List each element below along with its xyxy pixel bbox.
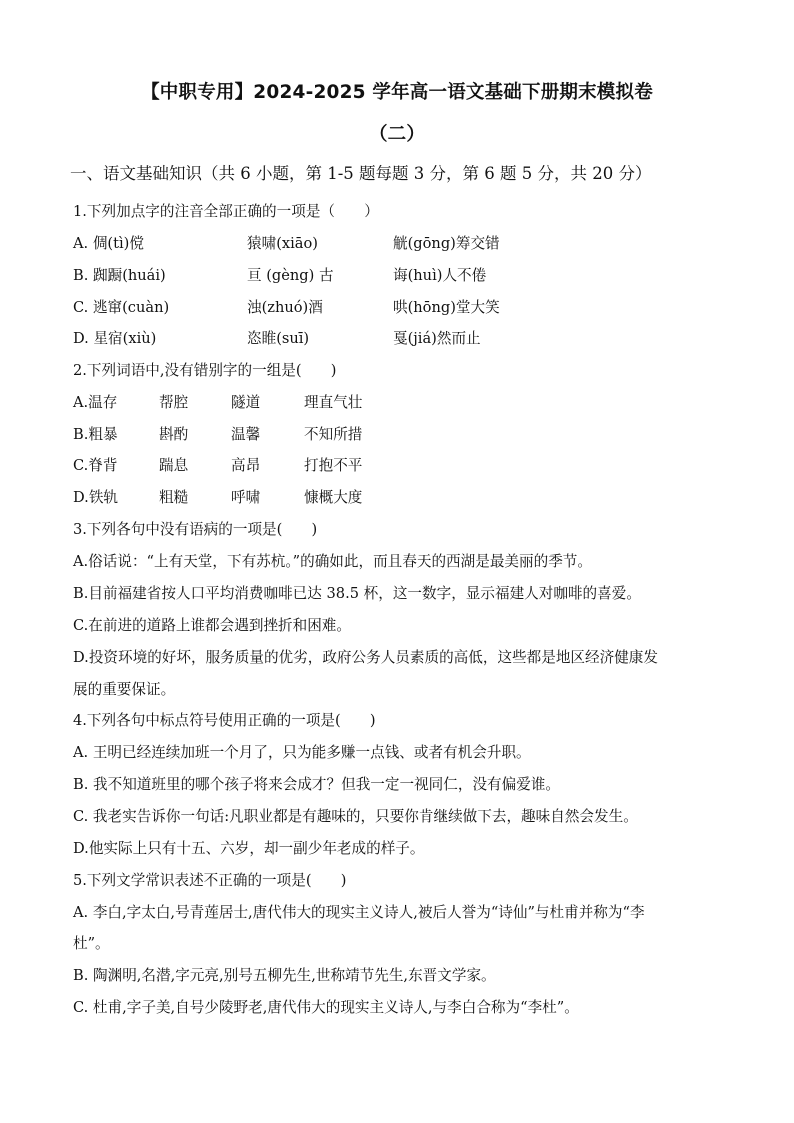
q1-option-c-item-1: C. 逃窜(cuàn) <box>73 299 170 316</box>
q3-option-b: B.目前福建省按人口平均消费咖啡已达 38.5 杯，这一数字，显示福建人对咖啡的喜爱。 <box>73 585 641 602</box>
question-1-stem: 1.下列加点字的注音全部正确的一项是（ ） <box>73 203 379 220</box>
q2-option-b-word-3: 温馨 <box>231 426 261 443</box>
q2-option-a-word-1: A.温存 <box>73 394 118 411</box>
q1-option-b-item-1: B. 踟蹰(huái) <box>73 267 166 284</box>
q1-option-a-item-3: 觥(gōng)筹交错 <box>393 235 500 252</box>
q2-option-c-word-4: 打抱不平 <box>304 457 363 474</box>
q1-option-b-item-3: 诲(huì)人不倦 <box>393 267 487 284</box>
question-2-stem: 2.下列词语中,没有错别字的一组是( ) <box>73 362 337 379</box>
q2-option-d-word-3: 呼啸 <box>231 489 261 506</box>
q1-option-a-item-1: A. 倜(tì)傥 <box>73 235 144 252</box>
question-3-stem: 3.下列各句中没有语病的一项是( ) <box>73 521 318 538</box>
q1-option-c-item-2: 浊(zhuó)酒 <box>247 299 323 316</box>
q2-option-c-word-1: C.脊背 <box>73 457 118 474</box>
q3-option-a: A.俗话说：“上有天堂，下有苏杭。”的确如此，而且春天的西湖是最美丽的季节。 <box>73 553 592 570</box>
q1-option-d-item-3: 戛(jiá)然而止 <box>393 330 481 347</box>
question-4-stem: 4.下列各句中标点符号使用正确的一项是( ) <box>73 712 376 729</box>
q5-option-a-continued: 杜”。 <box>73 935 110 952</box>
q4-option-b: B. 我不知道班里的哪个孩子将来会成才？但我一定一视同仁，没有偏爱谁。 <box>73 776 561 793</box>
q2-option-c-word-3: 高昂 <box>231 457 261 474</box>
q2-option-d-word-1: D.铁轨 <box>73 489 119 506</box>
q5-option-b: B. 陶渊明,名潜,字元亮,别号五柳先生,世称靖节先生,东晋文学家。 <box>73 967 496 984</box>
q2-option-d-word-4: 慷概大度 <box>304 489 363 506</box>
exam-subtitle: （二） <box>368 124 426 145</box>
q2-option-a-word-2: 帮腔 <box>159 394 189 411</box>
q5-option-a: A. 李白,字太白,号青莲居士,唐代伟大的现实主义诗人,被后人誉为“诗仙”与杜甫并称为“李 <box>73 904 645 921</box>
q1-option-a-item-2: 猿啸(xiāo) <box>247 235 318 252</box>
q3-option-d-continued: 展的重要保证。 <box>73 681 176 698</box>
q2-option-a-word-3: 隧道 <box>231 394 261 411</box>
q2-option-d-word-2: 粗糙 <box>159 489 189 506</box>
q4-option-a: A. 王明已经连续加班一个月了，只为能多赚一点钱、或者有机会升职。 <box>73 744 531 761</box>
q1-option-d-item-1: D. 星宿(xiù) <box>73 330 157 347</box>
section-heading: 一、语文基础知识（共 6 小题，第 1-5 题每题 3 分，第 6 题 5 分，共 20 分） <box>70 164 652 183</box>
q1-option-d-item-2: 恣睢(suī) <box>247 330 310 347</box>
q4-option-d: D.他实际上只有十五、六岁，却一副少年老成的样子。 <box>73 840 425 857</box>
q2-option-b-word-1: B.粗暴 <box>73 426 118 443</box>
q2-option-b-word-4: 不知所措 <box>304 426 363 443</box>
q4-option-c: C. 我老实告诉你一句话:凡职业都是有趣味的，只要你肯继续做下去，趣味自然会发生。 <box>73 808 638 825</box>
exam-title: 【中职专用】2024-2025 学年高一语文基础下册期末模拟卷 <box>141 82 653 103</box>
q3-option-c: C.在前进的道路上谁都会遇到挫折和困难。 <box>73 617 351 634</box>
q1-option-c-item-3: 哄(hōng)堂大笑 <box>393 299 500 316</box>
q2-option-c-word-2: 踹息 <box>159 457 189 474</box>
q2-option-b-word-2: 斟酌 <box>159 426 189 443</box>
q5-option-c: C. 杜甫,字子美,自号少陵野老,唐代伟大的现实主义诗人,与李白合称为“李杜”。 <box>73 999 579 1016</box>
question-5-stem: 5.下列文学常识表述不正确的一项是( ) <box>73 872 347 889</box>
q2-option-a-word-4: 理直气壮 <box>304 394 363 411</box>
q1-option-b-item-2: 亘 (gèng) 古 <box>247 267 334 284</box>
q3-option-d: D.投资环境的好坏，服务质量的优劣，政府公务人员素质的高低，这些都是地区经济健康发 <box>73 649 658 666</box>
